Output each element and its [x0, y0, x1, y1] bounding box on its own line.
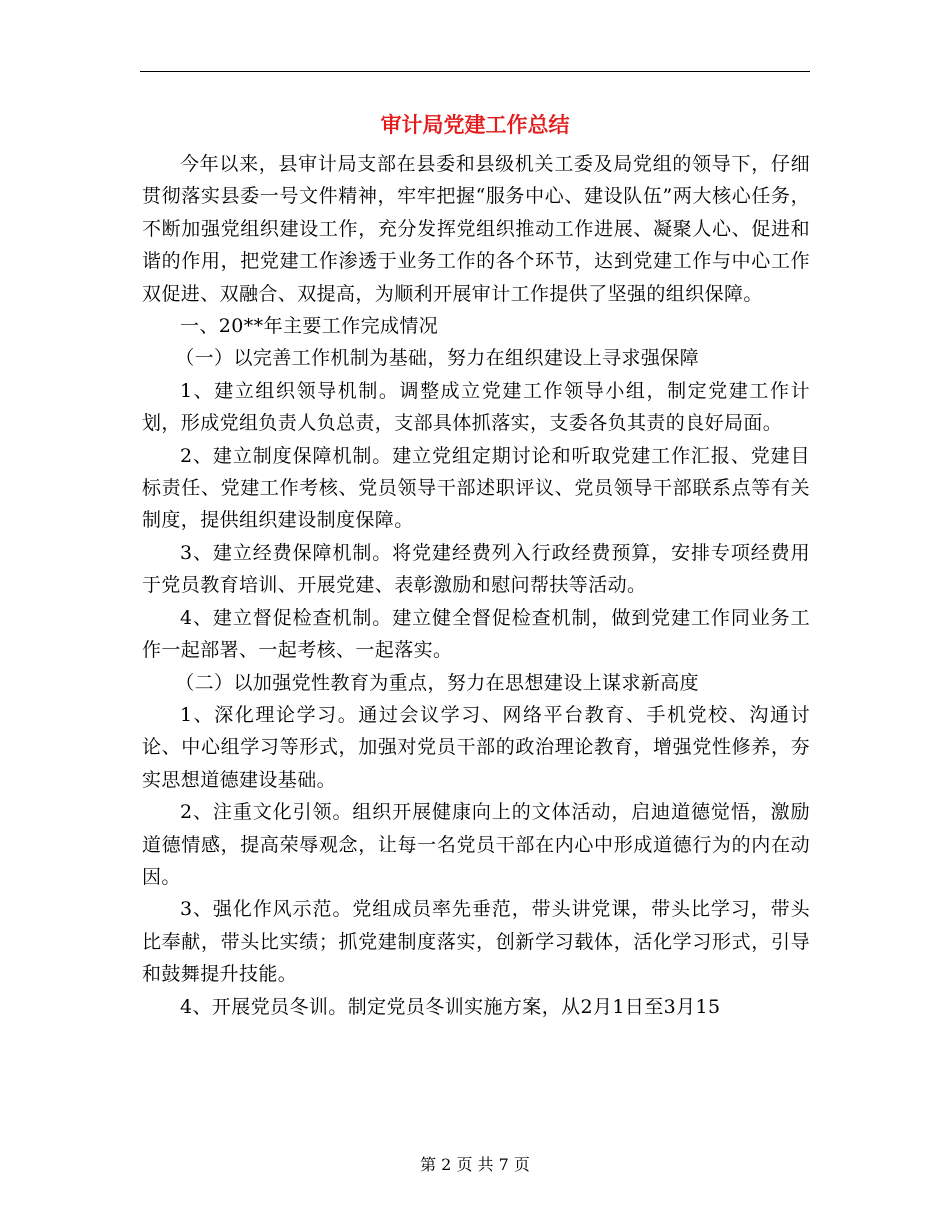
- subsection-heading-2: （二）以加强党性教育为重点，努力在思想建设上谋求新高度: [175, 671, 700, 694]
- subsection-heading-1: （一）以完善工作机制为基础，努力在组织建设上寻求强保障: [175, 347, 700, 370]
- body-paragraph: 2、注重文化引领。组织开展健康向上的文体活动，启迪道德觉悟，激励道德情感，提高荣辱观念，让每一名党员干部在内心中形成道德行为的内在动因。: [142, 801, 810, 888]
- body-paragraph: 2、建立制度保障机制。建立党组定期讨论和听取党建工作汇报、党建目标责任、党建工作考核、党员领导干部述职评议、党员领导干部联系点等有关制度，提供组织建设制度保障。: [142, 444, 810, 532]
- body-paragraph: 3、建立经费保障机制。将党建经费列入行政经费预算，安排专项经费用于党员教育培训、开展党建、表彰激励和慰问帮扶等活动。: [142, 541, 810, 597]
- intro-paragraph: 今年以来，县审计局支部在县委和县级机关工委及局党组的领导下，仔细贯彻落实县委一号文件精神，牢牢把握“服务中心、建设队伍”两大核心任务，不断加强党组织建设工作，充分发挥党组织推动工作进展、凝聚人心、促进和谐的作用，把党建工作渗透于业务工作的各个环节，达到党建工作与中心工作双促进、双融合、双提高，为顺利开展审计工作提供了坚强的组织保障。: [142, 153, 810, 305]
- header-rule: [140, 71, 810, 72]
- page-number: 第 2 页 共 7 页: [420, 1155, 530, 1174]
- body-paragraph: 1、深化理论学习。通过会议学习、网络平台教育、手机党校、沟通讨论、中心组学习等形式，加强对党员干部的政治理论教育，增强党性修养，夯实思想道德建设基础。: [142, 703, 810, 791]
- document-title: 审计局党建工作总结: [380, 113, 570, 137]
- section-heading-1: 一、20**年主要工作完成情况: [180, 315, 439, 338]
- body-paragraph: 4、建立督促检查机制。建立健全督促检查机制，做到党建工作同业务工作一起部署、一起考核、一起落实。: [142, 606, 810, 662]
- body-paragraph: 1、建立组织领导机制。调整成立党建工作领导小组，制定党建工作计划，形成党组负责人负总责，支部具体抓落实，支委各负其责的良好局面。: [142, 379, 810, 435]
- body-paragraph: 3、强化作风示范。党组成员率先垂范，带头讲党课，带头比学习，带头比奉献，带头比实绩；抓党建制度落实，创新学习载体，活化学习形式，引导和鼓舞提升技能。: [142, 898, 810, 986]
- body-paragraph: 4、开展党员冬训。制定党员冬训实施方案，从2月1日至3月15: [180, 995, 721, 1018]
- document-body: [142, 148, 810, 1023]
